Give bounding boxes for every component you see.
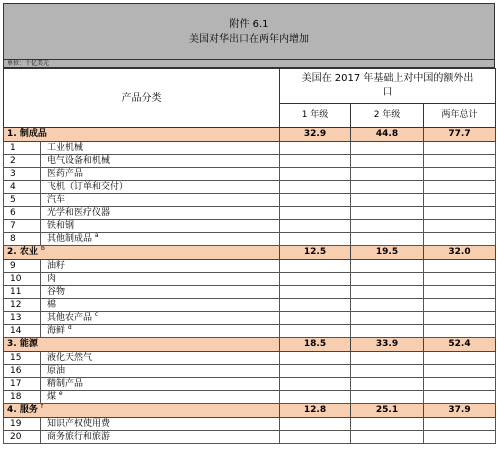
empty-value-cell	[424, 220, 496, 233]
empty-value-cell	[424, 352, 496, 365]
unit-label: 单位：十亿美元	[3, 60, 495, 68]
empty-value-cell	[351, 220, 424, 233]
item-name-text: 飞机（订单和交付）	[47, 181, 129, 192]
empty-value-cell	[280, 312, 351, 325]
empty-value-cell	[424, 181, 496, 194]
item-number: 12	[4, 299, 41, 312]
empty-value-cell	[280, 273, 351, 286]
item-name-text: 海鲜	[47, 325, 66, 336]
empty-value-cell	[280, 142, 351, 155]
item-name	[41, 142, 280, 155]
table-row	[4, 181, 496, 194]
empty-value-cell	[280, 391, 351, 404]
item-name	[41, 233, 280, 246]
empty-value-cell	[424, 207, 496, 220]
empty-value-cell	[280, 220, 351, 233]
empty-value-cell	[424, 142, 496, 155]
section-footnote-mark: b	[40, 245, 45, 252]
item-number: 10	[4, 273, 41, 286]
empty-value-cell	[280, 207, 351, 220]
item-name-text: 其他制成品	[47, 233, 93, 244]
item-number: 8	[4, 233, 41, 246]
empty-value-cell	[424, 378, 496, 391]
item-footnote-mark: a	[94, 232, 99, 239]
empty-value-cell	[280, 181, 351, 194]
item-name-text: 煤	[47, 391, 57, 402]
item-name-text: 液化天然气	[47, 352, 93, 363]
item-number: 5	[4, 194, 41, 207]
item-number: 18	[4, 391, 41, 404]
item-name	[41, 365, 280, 378]
item-number: 6	[4, 207, 41, 220]
item-number: 17	[4, 378, 41, 391]
item-number: 14	[4, 325, 41, 338]
empty-value-cell	[280, 325, 351, 338]
item-name	[41, 312, 280, 325]
table-row	[4, 431, 496, 444]
item-name-text: 铁和钢	[47, 220, 75, 231]
section-label	[4, 246, 280, 260]
category-column-header: 产品分类	[4, 69, 280, 128]
item-name-text: 工业机械	[47, 142, 84, 153]
item-number: 4	[4, 181, 41, 194]
empty-value-cell	[351, 391, 424, 404]
table-row	[4, 325, 496, 338]
section-year2-value: 44.8	[351, 128, 424, 142]
item-name	[41, 418, 280, 431]
empty-value-cell	[424, 418, 496, 431]
annex-page	[3, 3, 495, 444]
table-row	[4, 391, 496, 404]
empty-value-cell	[280, 352, 351, 365]
table-title: 美国对华出口在两年内增加	[189, 33, 309, 45]
item-name	[41, 352, 280, 365]
empty-value-cell	[424, 299, 496, 312]
table-body	[4, 128, 496, 444]
section-label-text: 4. 服务	[7, 405, 38, 415]
table-row	[4, 142, 496, 155]
empty-value-cell	[351, 365, 424, 378]
item-name	[41, 155, 280, 168]
item-name-text: 商务旅行和旅游	[47, 431, 111, 442]
section-year1-value: 32.9	[280, 128, 351, 142]
empty-value-cell	[280, 418, 351, 431]
table-row	[4, 299, 496, 312]
empty-value-cell	[424, 155, 496, 168]
item-name-text: 汽车	[47, 194, 66, 205]
section-year1-value: 12.8	[280, 404, 351, 418]
item-name	[41, 431, 280, 444]
table-row	[4, 207, 496, 220]
export-table	[3, 68, 496, 444]
item-number: 13	[4, 312, 41, 325]
table-row	[4, 352, 496, 365]
empty-value-cell	[351, 233, 424, 246]
empty-value-cell	[424, 325, 496, 338]
item-number: 1	[4, 142, 41, 155]
section-label-text: 3. 能源	[7, 339, 38, 349]
item-name	[41, 220, 280, 233]
item-name	[41, 378, 280, 391]
item-number: 7	[4, 220, 41, 233]
item-name	[41, 194, 280, 207]
item-number: 20	[4, 431, 41, 444]
empty-value-cell	[424, 391, 496, 404]
empty-value-cell	[280, 194, 351, 207]
item-name	[41, 286, 280, 299]
item-name-text: 电气设备和机械	[47, 155, 111, 166]
section-row	[4, 404, 496, 418]
empty-value-cell	[351, 286, 424, 299]
item-name	[41, 273, 280, 286]
empty-value-cell	[351, 142, 424, 155]
table-row	[4, 418, 496, 431]
item-name	[41, 168, 280, 181]
empty-value-cell	[424, 260, 496, 273]
empty-value-cell	[424, 168, 496, 181]
table-row	[4, 312, 496, 325]
empty-value-cell	[424, 365, 496, 378]
year1-column-header: 1 年级	[280, 104, 351, 128]
table-row	[4, 365, 496, 378]
section-row	[4, 338, 496, 352]
section-year2-value: 19.5	[351, 246, 424, 260]
extra-exports-column-header: 美国在 2017 年基础上对中国的额外出口	[280, 69, 496, 104]
item-number: 9	[4, 260, 41, 273]
total-column-header: 两年总计	[424, 104, 496, 128]
empty-value-cell	[424, 194, 496, 207]
section-label	[4, 404, 280, 418]
section-row	[4, 128, 496, 142]
section-total-value: 52.4	[424, 338, 496, 352]
table-row	[4, 194, 496, 207]
item-name-text: 知识产权使用费	[47, 418, 111, 429]
section-label-text: 1. 制成品	[7, 129, 47, 139]
section-total-value: 37.9	[424, 404, 496, 418]
section-year1-value: 12.5	[280, 246, 351, 260]
section-total-value: 77.7	[424, 128, 496, 142]
item-number: 3	[4, 168, 41, 181]
empty-value-cell	[424, 312, 496, 325]
empty-value-cell	[280, 378, 351, 391]
empty-value-cell	[351, 207, 424, 220]
table-row	[4, 168, 496, 181]
empty-value-cell	[351, 168, 424, 181]
section-year2-value: 33.9	[351, 338, 424, 352]
section-label	[4, 128, 280, 142]
empty-value-cell	[351, 155, 424, 168]
item-name	[41, 299, 280, 312]
section-label-text: 2. 农业	[7, 247, 38, 257]
empty-value-cell	[351, 431, 424, 444]
empty-value-cell	[424, 431, 496, 444]
item-name-text: 肉	[47, 273, 57, 284]
empty-value-cell	[351, 194, 424, 207]
item-name	[41, 391, 280, 404]
empty-value-cell	[351, 418, 424, 431]
section-label	[4, 338, 280, 352]
item-name-text: 原油	[47, 365, 66, 376]
item-name-text: 精制产品	[47, 378, 84, 389]
empty-value-cell	[351, 312, 424, 325]
item-name	[41, 181, 280, 194]
section-footnote-mark: f	[40, 403, 44, 410]
item-name	[41, 325, 280, 338]
table-row	[4, 378, 496, 391]
empty-value-cell	[424, 233, 496, 246]
table-header-banner	[3, 3, 495, 60]
empty-value-cell	[351, 299, 424, 312]
item-name	[41, 260, 280, 273]
item-number: 19	[4, 418, 41, 431]
table-row	[4, 260, 496, 273]
empty-value-cell	[351, 260, 424, 273]
section-row	[4, 246, 496, 260]
empty-value-cell	[351, 325, 424, 338]
item-name-text: 谷物	[47, 286, 66, 297]
year2-column-header: 2 年级	[351, 104, 424, 128]
empty-value-cell	[280, 155, 351, 168]
table-row	[4, 286, 496, 299]
section-year2-value: 25.1	[351, 404, 424, 418]
item-number: 2	[4, 155, 41, 168]
empty-value-cell	[280, 286, 351, 299]
item-name-text: 棉	[47, 299, 57, 310]
empty-value-cell	[424, 273, 496, 286]
empty-value-cell	[280, 233, 351, 246]
item-footnote-mark: e	[58, 390, 63, 397]
table-row	[4, 155, 496, 168]
empty-value-cell	[280, 431, 351, 444]
empty-value-cell	[280, 299, 351, 312]
empty-value-cell	[351, 378, 424, 391]
item-number: 11	[4, 286, 41, 299]
item-name-text: 光学和医疗仪器	[47, 207, 111, 218]
table-row	[4, 220, 496, 233]
section-year1-value: 18.5	[280, 338, 351, 352]
item-name-text: 医药产品	[47, 168, 84, 179]
item-number: 16	[4, 365, 41, 378]
item-name-text: 其他农产品	[47, 312, 93, 323]
item-footnote-mark: d	[67, 324, 72, 331]
annex-number: 附件 6.1	[229, 18, 269, 30]
empty-value-cell	[351, 352, 424, 365]
item-footnote-mark: c	[94, 311, 99, 318]
empty-value-cell	[280, 365, 351, 378]
empty-value-cell	[351, 181, 424, 194]
empty-value-cell	[424, 286, 496, 299]
item-number: 15	[4, 352, 41, 365]
item-name	[41, 207, 280, 220]
empty-value-cell	[280, 260, 351, 273]
table-row	[4, 233, 496, 246]
section-total-value: 32.0	[424, 246, 496, 260]
item-name-text: 油籽	[47, 260, 66, 271]
table-row	[4, 273, 496, 286]
empty-value-cell	[280, 168, 351, 181]
empty-value-cell	[351, 273, 424, 286]
